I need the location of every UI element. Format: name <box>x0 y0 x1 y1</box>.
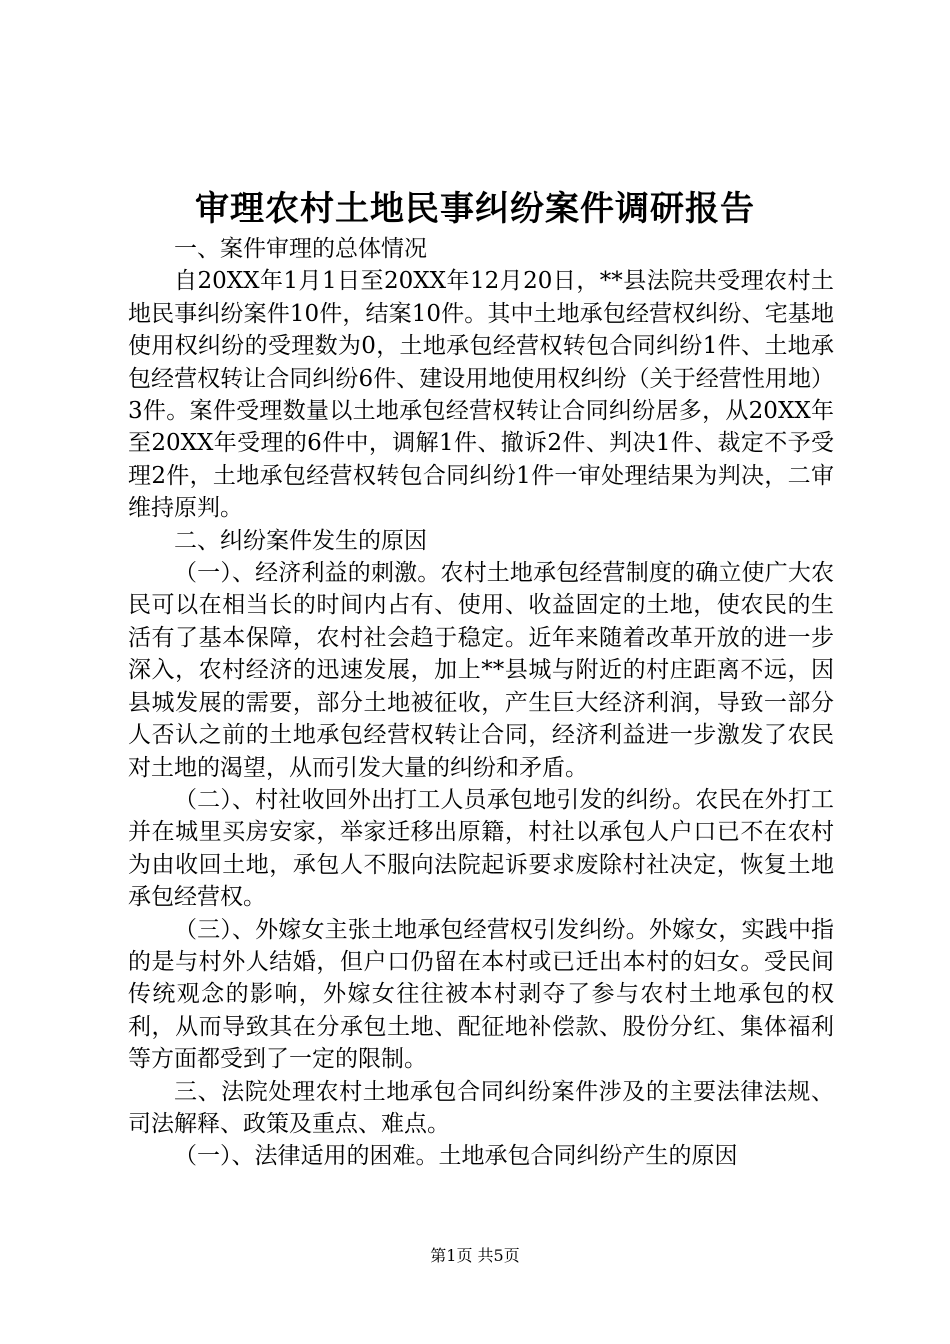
paragraph-case-statistics: 自20XX年1月1日至20XX年12月20日，**县法院共受理农村土地民事纠纷案件10件，结案10件。其中土地承包经营权纠纷、宅基地使用权纠纷的受理数为0，土地承包经营权转包合同纠纷1件、土地承包经营权转让合同纠纷6件、建设用地使用权纠纷（关于经营性用地）3件。案件受理数量以土地承包经营权转让合同纠纷居多，从20XX年至20XX年受理的6件中，调解1件、撤诉2件、判决1件、裁定不予受理2件，土地承包经营权转包合同纠纷1件一审处理结果为判决，二审维持原判。 <box>128 268 834 522</box>
paragraph-legal-application: （一）、法律适用的困难。土地承包合同纠纷产生的原因 <box>174 1143 738 1170</box>
section-heading-3: 三、法院处理农村土地承包合同纠纷案件涉及的主要法律法规、司法解释、政策及重点、难点。 <box>128 1078 834 1137</box>
paragraph-economic-interest: （一）、经济利益的刺激。农村土地承包经营制度的确立使广大农民可以在相当长的时间内占有、使用、收益固定的土地，使农民的生活有了基本保障，农村社会趋于稳定。近年来随着改革开放的进一步深入，农村经济的迅速发展，加上**县城与附近的村庄距离不远，因县城发展的需要，部分土地被征收，产生巨大经济利润，导致一部分人否认之前的土地承包经营权转让合同，经济利益进一步激发了农民对土地的渴望，从而引发大量的纠纷和矛盾。 <box>128 560 834 781</box>
section-heading-2: 二、纠纷案件发生的原因 <box>174 527 427 554</box>
paragraph-married-out-women: （三）、外嫁女主张土地承包经营权引发纠纷。外嫁女，实践中指的是与村外人结婚，但户口仍留在本村或已迁出本村的妇女。受民间传统观念的影响，外嫁女往往被本村剥夺了参与农村土地承包的权利，从而导致其在分承包土地、配征地补偿款、股份分红、集体福利等方面都受到了一定的限制。 <box>128 916 834 1073</box>
paragraph-migrant-workers: （二）、村社收回外出打工人员承包地引发的纠纷。农民在外打工并在城里买房安家，举家迁移出原籍，村社以承包人户口已不在农村为由收回土地，承包人不服向法院起诉要求废除村社决定，恢复土地承包经营权。 <box>128 786 834 911</box>
page-footer: 第1页 共5页 <box>430 1246 520 1265</box>
section-heading-1: 一、案件审理的总体情况 <box>174 236 427 262</box>
document-body <box>128 233 834 1173</box>
document-title: 审理农村土地民事纠纷案件调研报告 <box>195 189 755 229</box>
